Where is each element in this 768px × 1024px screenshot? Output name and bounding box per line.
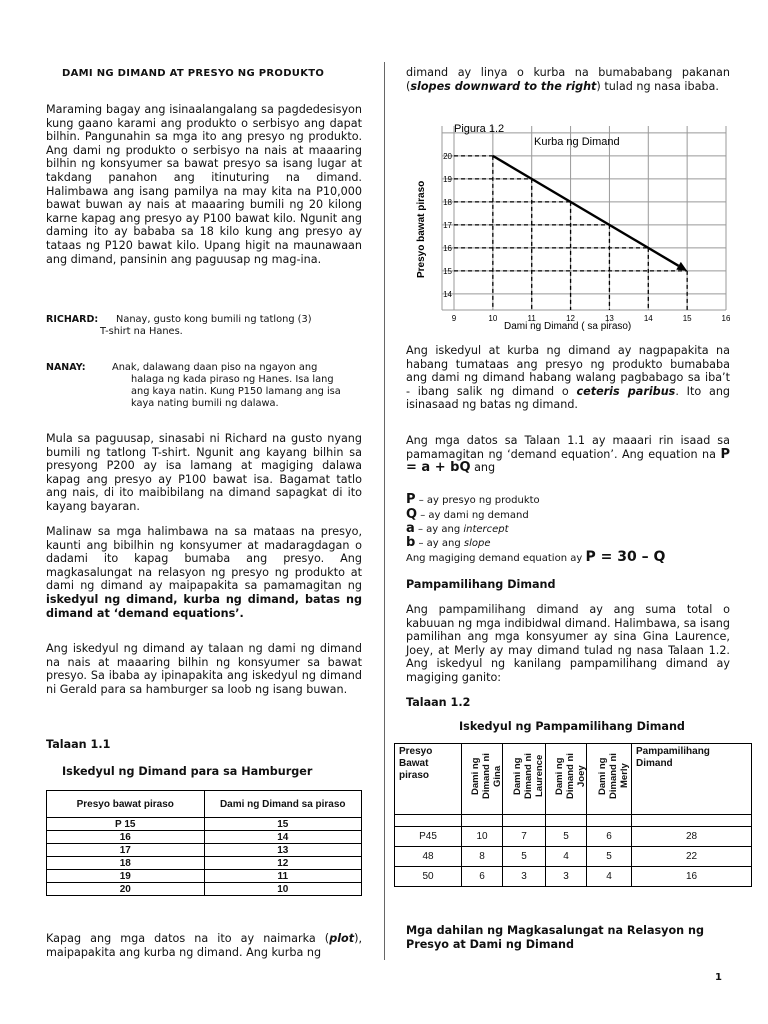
right-top-para [406, 66, 730, 93]
def-italic: intercept [463, 524, 509, 535]
table-row [47, 883, 362, 896]
def-text: – ay ang [414, 524, 464, 535]
table2-cell: 10 [462, 827, 503, 847]
dialog-name-nanay: NANAY: [46, 362, 86, 373]
table2-header-market: Pampamilihang Dimand [632, 744, 752, 815]
demand-curve-chart [406, 118, 730, 334]
table1-header-price: Presyo bawat piraso [47, 791, 205, 818]
table2-cell: 48 [395, 847, 462, 867]
table2-cell: 5 [546, 827, 587, 847]
table2-cell: 3 [546, 867, 587, 887]
table2-header-gina-text: Dami ng Dimand ni Gina [470, 753, 503, 799]
table-row [395, 827, 752, 847]
table1-cell: 12 [204, 857, 362, 870]
table-row [47, 870, 362, 883]
top-bold: slopes downward to the right [410, 79, 597, 93]
table2-cell: 4 [546, 847, 587, 867]
left-para-3 [46, 525, 362, 620]
doc-title: DAMI NG DIMAND AT PRESYO NG PRODUKTO [62, 68, 325, 79]
table-row [395, 867, 752, 887]
chart-title: Kurba ng Dimand [534, 136, 620, 148]
equation-main: P = a + bQ [406, 446, 730, 476]
x-tick-label: 12 [566, 314, 576, 323]
y-tick-label: 16 [443, 243, 452, 253]
para5-plot: plot [329, 932, 355, 945]
chart-x-axis-label: Dami ng Dimand ( sa piraso) [504, 321, 632, 332]
top-text-b: ) tulad ng nasa ibaba. [596, 79, 719, 93]
left-para-4: Ang iskedyul ng dimand ay talaan ng dami ng dimand na nais at maaaring bilhin ng konsyumer sa bawat presyo. Sa ibaba ay ipinapakita ang iskedyul ng dimand ni Gerald para sa hamburger sa loob ng isang buwan. [46, 642, 362, 696]
def-symbol: a [406, 521, 415, 536]
table1-cell: 13 [204, 844, 362, 857]
table2-cell: 6 [462, 867, 503, 887]
table1-cell: 10 [204, 883, 362, 896]
market-demand-table [394, 743, 752, 887]
right-para-2 [406, 434, 730, 475]
table2-header-joey [546, 744, 587, 815]
table2-header-joey-text: Dami ng Dimand ni Joey [554, 753, 587, 799]
table2-header-merly-text: Dami ng Dimand ni Merly [597, 753, 630, 799]
demand-schedule-table [46, 790, 362, 896]
right-para-3: Ang pampamilihang dimand ay ang suma total o kabuuan ng mga indibidwal dimand. Halimbawa, sa isang pamilihan ang mga konsyumer ay sina Gina Laurence, Joey, at Merly ay may dimand tulad ng nasa Talaan 1.2. Ang iskedyul ng kanilang pampamilihang dimand ay magiging ganito: [406, 603, 730, 684]
table2-cell: 16 [632, 867, 752, 887]
para1-bold: ceteris paribus [576, 384, 676, 398]
x-tick-label: 15 [682, 314, 692, 323]
def-symbol: P [406, 492, 416, 507]
def-italic: slope [463, 538, 491, 549]
heading-market-demand: Pampamilihang Dimand [406, 578, 556, 591]
para5-text-a: Kapag ang mga datos na ito ay naimarka ( [46, 932, 330, 945]
x-tick-label: 9 [451, 314, 457, 323]
def-symbol: b [406, 535, 416, 550]
page-number: 1 [715, 972, 722, 983]
table1-cell: 11 [204, 870, 362, 883]
table2-cell: 50 [395, 867, 462, 887]
dialog-name-richard: RICHARD: [46, 314, 99, 325]
def-text: – ay ang [415, 538, 464, 549]
demand-eq: P = 30 – Q [585, 549, 666, 565]
table2-cell: 8 [462, 847, 503, 867]
table1-cell: 16 [47, 831, 205, 844]
equation-suffix: ang [474, 461, 496, 475]
table2-cell: 6 [587, 827, 632, 847]
dialog-line-richard-2: T-shirt na Hanes. [100, 326, 183, 337]
y-tick-label: 19 [443, 174, 452, 184]
table1-cell: 15 [204, 818, 362, 831]
definition-q [406, 507, 529, 522]
table-row [47, 844, 362, 857]
table2-header-price: Presyo Bawat piraso [395, 744, 462, 815]
demand-eq-label: Ang magiging demand equation ay [406, 553, 583, 564]
para3-text: Malinaw sa mga halimbawa na sa mataas na presyo, kaunti ang bibilhin ng konsyumer at madaragdagan o dadami ito kapag bumaba ang presyo. Ang magkasalungat na relasyon ng presyo ng produkto at dami ng dimand ay maipapakita sa pamamagitan ng [46, 525, 362, 593]
table1-cell: 14 [204, 831, 362, 844]
table2-cell: 28 [632, 827, 752, 847]
demand-equation-line [406, 549, 665, 565]
table2-header-merly [587, 744, 632, 815]
table-row [47, 831, 362, 844]
definition-b [406, 535, 491, 550]
def-symbol: Q [406, 507, 418, 522]
left-para-1: Maraming bagay ang isinaalangalang sa pagdedesisyon kung gaano karami ang produkto o serbisyo ang dapat bilhin. Pangunahin sa mga ito ang presyo ng produkto. Ang dami ng produkto o serbisyo na nais at maaaring bilhin ng konsyumer sa bawat presyo sa isang lugar at takdang panahon ang itinuturing na dimand. Halimbawa ang isang pamilya na may kita na P10,000 bawat buwan ay nais at maaaring bumili ng 20 kilong karne kapag ang presyo ay P100 bawat kilo. Ngunit ang daming ito ay bababa sa 18 kilo kung ang presyo ay tataas ng P120 bawat kilo. Upang higit na maunawaan ang dimand, pansinin ang paguusap ng mag-ina. [46, 103, 362, 266]
table2-cell: 7 [503, 827, 546, 847]
table2-header-gina [462, 744, 503, 815]
table2-label: Talaan 1.2 [406, 696, 471, 709]
top-text-a: dimand ay linya o kurba na bumababang pakanan ( [406, 66, 730, 93]
dialog-line-richard-1: Nanay, gusto kong bumili ng tatlong (3) [116, 314, 312, 325]
y-tick-label: 18 [443, 197, 452, 207]
x-tick-label: 14 [643, 314, 653, 323]
figure-label: Pigura 1.2 [454, 123, 505, 135]
table2-cell: 5 [503, 847, 546, 867]
table2-cell: 22 [632, 847, 752, 867]
table1-cell: P 15 [47, 818, 205, 831]
definition-p [406, 492, 540, 507]
table1-cell: 18 [47, 857, 205, 870]
para1-text-a: Ang iskedyul at kurba ng dimand ay nagpapakita na habang tumataas ang presyo ng produkto bumababa ang dami ng dimand habang walang pagbabago sa iba’t - ibang salik ng dimand o [406, 344, 730, 398]
table-row [47, 818, 362, 831]
chart-y-axis-label: Presyo bawat piraso [416, 180, 427, 278]
y-tick-label: 17 [443, 220, 452, 230]
def-text: – ay presyo ng produkto [415, 495, 540, 506]
table1-cell: 17 [47, 844, 205, 857]
dialog-line-nanay-3: ang kaya natin. Kung P150 lamang ang isa [131, 386, 341, 397]
left-para-2: Mula sa paguusap, sinasabi ni Richard na gusto nyang bumili ng tatlong T-shirt. Ngunit ang kayang bilhin sa presyong P200 ay isa lamang at magiging dalawa kapag ang presyo ay P100 bawat isa. Bagamat tatlo ang nais, di ito maibibilang na dimand sapagkat di ito kayang bayaran. [46, 432, 362, 513]
table2-header-laurence [503, 744, 546, 815]
dialog-line-nanay-2: halaga ng kada piraso ng Hanes. Isa lang [131, 374, 334, 385]
table1-title: Iskedyul ng Dimand para sa Hamburger [62, 765, 313, 778]
x-tick-label: 11 [527, 314, 536, 323]
y-tick-label: 20 [443, 151, 452, 161]
table2-cell: 4 [587, 867, 632, 887]
column-divider [384, 62, 385, 960]
def-text: – ay dami ng demand [417, 510, 529, 521]
table2-cell: 3 [503, 867, 546, 887]
definition-a [406, 521, 509, 536]
table-row [395, 847, 752, 867]
x-tick-label: 16 [721, 314, 730, 323]
table1-label: Talaan 1.1 [46, 738, 111, 751]
table2-header-laurence-text: Dami ng Dimand ni Laurence [512, 753, 545, 799]
table1-cell: 20 [47, 883, 205, 896]
para3-bold: iskedyul ng dimand, kurba ng dimand, batas ng dimand at ‘demand equations’. [46, 592, 362, 620]
para5-text-b: ), maipapakita ang kurba ng dimand. Ang kurba ng [46, 932, 362, 959]
table2-cell: P45 [395, 827, 462, 847]
dialog-line-nanay-4: kaya nating bumili ng dalawa. [131, 398, 279, 409]
y-tick-label: 14 [443, 289, 452, 299]
table1-header-qty: Dami ng Dimand sa piraso [204, 791, 362, 818]
para1-text-b: . Ito ang isinasaad ng batas ng dimand. [406, 384, 731, 412]
demand-line [493, 156, 679, 266]
x-tick-label: 13 [604, 314, 614, 323]
chart-grid [442, 126, 726, 310]
heading-reasons: Mga dahilan ng Magkasalungat na Relasyon ng Presyo at Dami ng Dimand [406, 924, 704, 951]
right-para-1 [406, 344, 730, 412]
table1-cell: 19 [47, 870, 205, 883]
table-row [47, 857, 362, 870]
dialog-line-nanay-1: Anak, dalawang daan piso na ngayon ang [112, 362, 318, 373]
table2-title: Iskedyul ng Pampamilihang Dimand [459, 720, 685, 733]
left-para-5 [46, 932, 362, 959]
table2-cell: 5 [587, 847, 632, 867]
x-tick-label: 10 [488, 314, 498, 323]
para2-text: Ang mga datos sa Talaan 1.1 ay maaari rin isaad sa pamamagitan ng ‘demand equation’. Ang equation na [406, 434, 730, 461]
y-tick-label: 15 [443, 266, 452, 276]
